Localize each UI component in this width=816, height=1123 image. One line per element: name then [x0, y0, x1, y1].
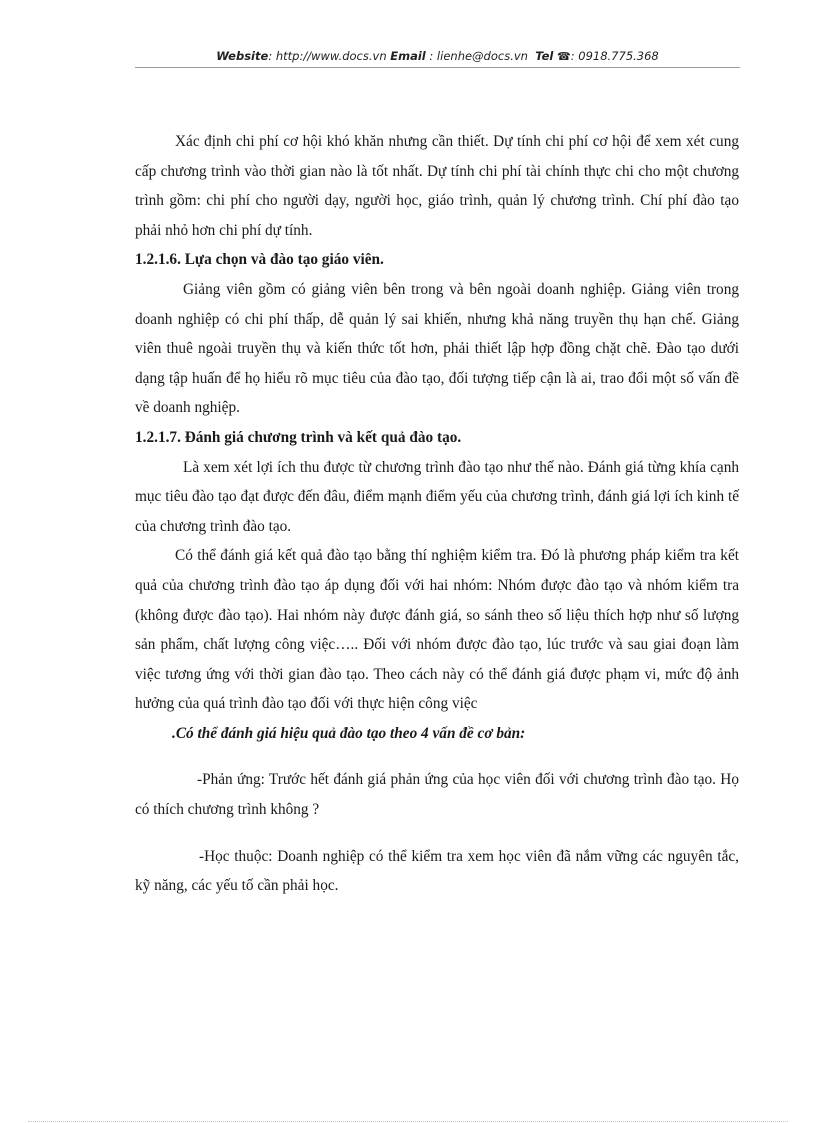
page-bottom-divider — [28, 1121, 788, 1122]
website-label: Website — [216, 49, 269, 63]
email-address: : lienhe@docs.vn — [425, 49, 528, 63]
spacer — [135, 825, 739, 842]
page-header — [135, 47, 740, 68]
phone-icon: ☎ — [557, 50, 571, 63]
section-heading-1-2-1-7: 1.2.1.7. Đánh giá chương trình và kết quả đào tạo. — [135, 428, 462, 446]
paragraph-four-issues: .Có thể đánh giá hiệu quả đào tạo theo 4 vấn đề cơ bản: — [172, 724, 526, 742]
paragraph-experiment: Có thể đánh giá kết quả đào tạo bằng thí nghiệm kiểm tra. Đó là phương pháp kiểm tra kết quả của chương trình đào tạo áp dụng đối với hai nhóm: Nhóm được đào tạo và nhóm kiểm tra (không được đào tạo). Hai nhóm này được đánh giá, so sánh theo số liệu thích hợp như số lượng sản phẩm, chất lượng công việc….. Đối với nhóm được đào tạo, lúc trước và sau giai đoạn làm việc tương ứng với thời gian đào tạo. Theo cách này có thể đánh giá được phạm vi, mức độ ảnh hưởng của quá trình đào tạo đối với thực hiện công việc — [135, 547, 739, 713]
tel-label: Tel — [535, 49, 554, 63]
document-body — [135, 127, 739, 901]
spacer — [135, 748, 739, 765]
tel-number: : 0918.775.368 — [570, 49, 659, 63]
email-label: Email — [390, 49, 426, 63]
paragraph-lecturers: Giảng viên gồm có giảng viên bên trong và bên ngoài doanh nghiệp. Giảng viên trong doanh nghiệp có chi phí thấp, dễ quản lý sai khiến, nhưng khả năng truyền thụ hạn chế. Giảng viên thuê ngoài truyền thụ và kiến thức tốt hơn, phải thiết lập hợp đồng chặt chẽ. Đào tạo dưới dạng tập huấn để họ hiểu rõ mục tiêu của đào tạo, đối tượng tiếp cận là ai, trao đổi một số vấn đề về doanh nghiệp. — [135, 280, 739, 417]
paragraph-opportunity-cost: Xác định chi phí cơ hội khó khăn nhưng cần thiết. Dự tính chi phí cơ hội để xem xét cung cấp chương trình vào thời gian nào là tốt nhất. Dự tính chi phí tài chính thực chi cho một chương trình gồm: chi phí cho người dạy, người học, giáo trình, quản lý chương trình. Chí phí đào tạo phải nhỏ hơn chi phí dự tính. — [135, 133, 739, 239]
website-url: : http://www.docs.vn — [268, 49, 387, 63]
paragraph-learning: -Học thuộc: Doanh nghiệp có thể kiểm tra xem học viên đã nắm vững các nguyên tắc, kỹ năng, các yếu tố cần phải học. — [135, 847, 739, 895]
paragraph-reaction: -Phản ứng: Trước hết đánh giá phản ứng của học viên đối với chương trình đào tạo. Họ có thích chương trình không ? — [135, 771, 739, 819]
section-heading-1-2-1-6: 1.2.1.6. Lựa chọn và đào tạo giáo viên. — [135, 251, 384, 269]
paragraph-evaluation-intro: Là xem xét lợi ích thu được từ chương trình đào tạo như thế nào. Đánh giá từng khía cạnh mục tiêu đào tạo đạt được đến đâu, điểm mạnh điểm yếu của chương trình, đánh giá lợi ích kinh tế của chương trình đào tạo. — [135, 458, 739, 535]
